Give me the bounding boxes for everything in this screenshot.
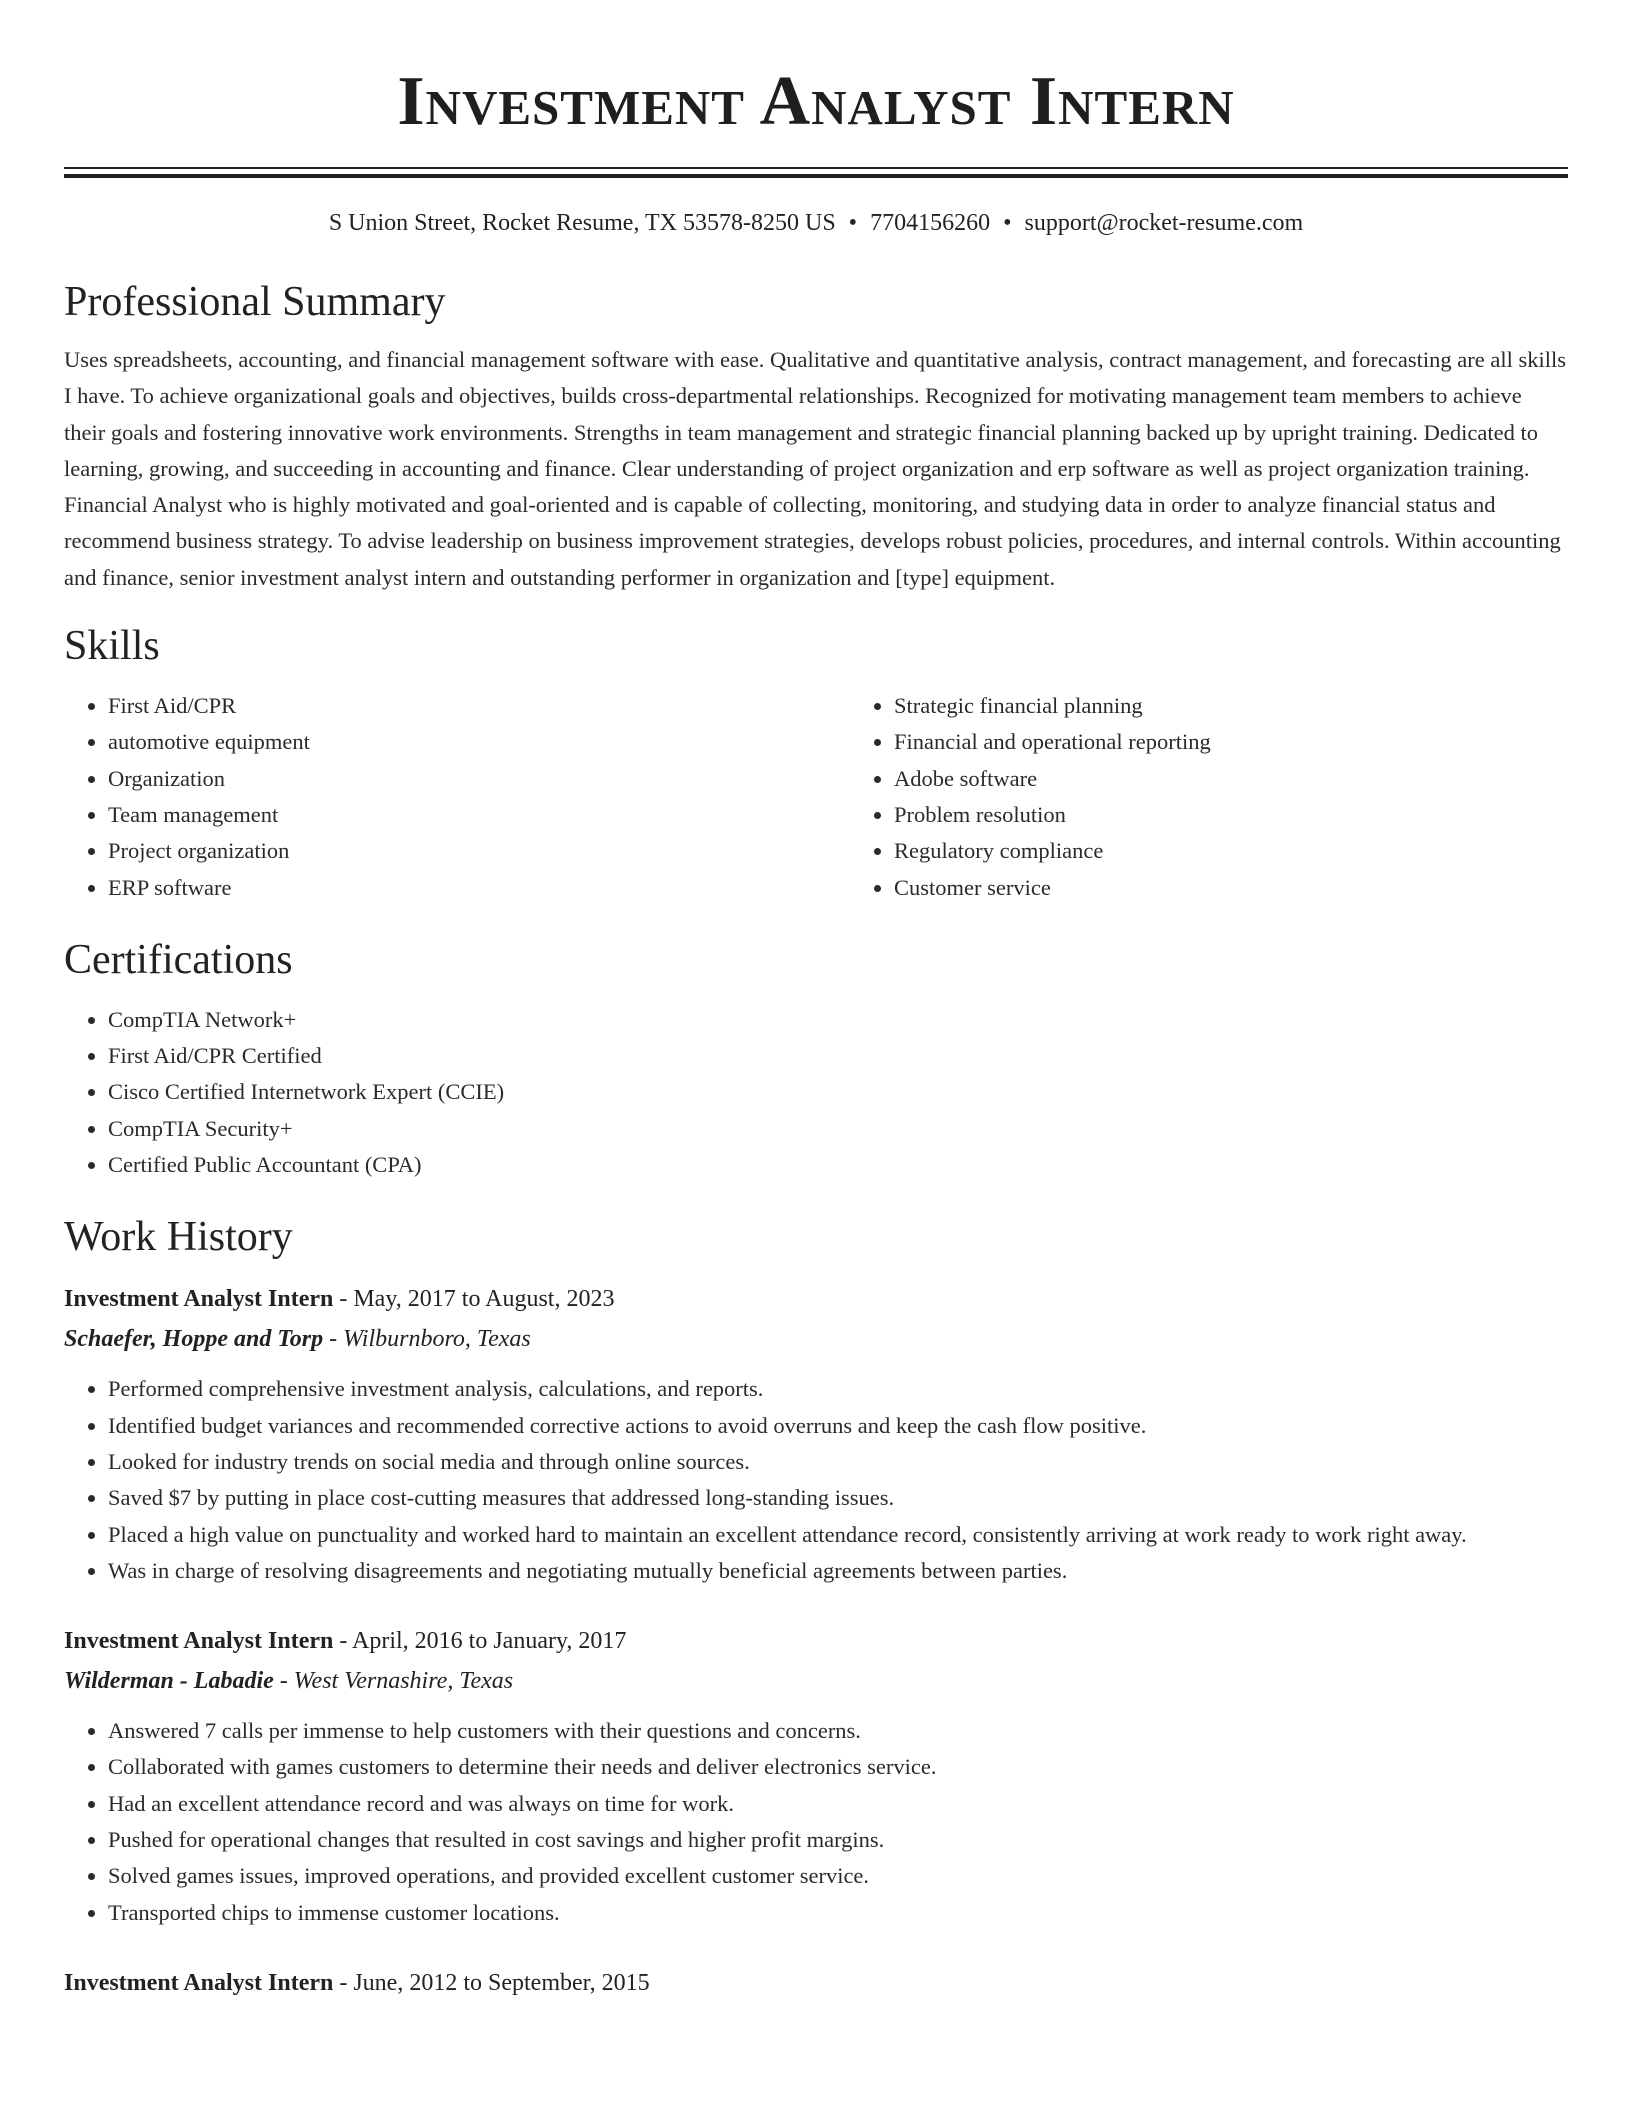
job-company: Schaefer, Hoppe and Torp	[64, 1326, 324, 1353]
resume-title: Investment Analyst Intern	[397, 63, 1235, 140]
work-history-heading: Work History	[64, 1214, 293, 1261]
title-divider	[64, 167, 1568, 178]
certification-item: • First Aid/CPR Certified	[108, 1038, 1568, 1074]
skills-list-right	[850, 688, 1632, 906]
skill-item: • Project organization	[108, 833, 850, 869]
job-entry	[64, 1621, 1568, 1931]
skill-item: • Financial and operational reporting	[894, 724, 1632, 760]
certifications-list	[64, 1002, 1568, 1183]
job-location: Wilburnboro, Texas	[343, 1326, 531, 1353]
job-duty: • Identified budget variances and recommended corrective actions to avoid overruns and keep the cash flow positive.	[108, 1408, 1568, 1444]
job-title-line: Investment Analyst Intern - April, 2016 to January, 2017	[64, 1628, 627, 1655]
certification-item: • Certified Public Accountant (CPA)	[108, 1147, 1568, 1183]
contact-line	[64, 206, 1568, 240]
skill-item: • Problem resolution	[894, 797, 1632, 833]
contact-email: support@rocket-resume.com	[1024, 210, 1304, 236]
job-title: Investment Analyst Intern	[64, 1969, 334, 1996]
job-company-line: Wilderman - Labadie - West Vernashire, Texas	[64, 1668, 514, 1695]
job-duties-list	[64, 1371, 1568, 1589]
job-duty: • Performed comprehensive investment analysis, calculations, and reports.	[108, 1371, 1568, 1407]
resume-page	[64, 0, 1568, 2003]
job-company: Wilderman - Labadie	[64, 1668, 274, 1695]
job-duty: • Was in charge of resolving disagreements and negotiating mutually beneficial agreements between parties.	[108, 1553, 1568, 1589]
job-entry	[64, 1279, 1568, 1589]
job-title: Investment Analyst Intern	[64, 1286, 334, 1313]
contact-address: S Union Street, Rocket Resume, TX 53578-8250 US	[328, 210, 836, 236]
job-duty: • Saved $7 by putting in place cost-cutting measures that addressed long-standing issues.	[108, 1480, 1568, 1516]
job-duty: • Solved games issues, improved operations, and provided excellent customer service.	[108, 1858, 1568, 1894]
skill-item: • automotive equipment	[108, 724, 850, 760]
job-title: Investment Analyst Intern	[64, 1628, 334, 1655]
job-dates: May, 2017 to August, 2023	[353, 1286, 615, 1313]
skills-heading: Skills	[64, 623, 160, 670]
summary-heading: Professional Summary	[64, 279, 446, 325]
job-duty: • Had an excellent attendance record and was always on time for work.	[108, 1786, 1568, 1822]
job-location: West Vernashire, Texas	[293, 1668, 514, 1695]
job-duty: • Looked for industry trends on social media and through online sources.	[108, 1444, 1568, 1480]
skill-item: • ERP software	[108, 870, 850, 906]
skill-item: • Team management	[108, 797, 850, 833]
certifications-heading: Certifications	[64, 936, 293, 983]
certification-item: • CompTIA Security+	[108, 1111, 1568, 1147]
job-duty: • Pushed for operational changes that resulted in cost savings and higher profit margins.	[108, 1822, 1568, 1858]
skill-item: • Organization	[108, 761, 850, 797]
skill-item: • Customer service	[894, 870, 1632, 906]
skill-item: • First Aid/CPR	[108, 688, 850, 724]
job-duty: • Answered 7 calls per immense to help customers with their questions and concerns.	[108, 1713, 1568, 1749]
contact-separator: •	[848, 210, 858, 236]
job-dates: June, 2012 to September, 2015	[353, 1969, 650, 1996]
job-duty: • Placed a high value on punctuality and worked hard to maintain an excellent attendance record, consistently arriving at work ready to work right away.	[108, 1517, 1568, 1553]
summary-text: Uses spreadsheets, accounting, and financial management software with ease. Qualitative and quantitative analysis, contract management, and forecasting are all skills I have. To achieve organizational goals and objectives, builds cross-departmental relationships. Recognized for motivating management team members to achieve their goals and fostering innovative work environments. Strengths in team management and strategic financial planning backed up by upright training. Dedicated to learning, growing, and succeeding in accounting and finance. Clear understanding of project organization and erp software as well as project organization training. Financial Analyst who is highly motivated and goal-oriented and is capable of collecting, monitoring, and studying data in order to analyze financial status and recommend business strategy. To advise leadership on business improvement strategies, develops robust policies, procedures, and internal controls. Within accounting and finance, senior investment analyst intern and outstanding performer in organization and [type] equipment.	[64, 347, 1566, 590]
job-duty: • Collaborated with games customers to determine their needs and deliver electronics service.	[108, 1749, 1568, 1785]
job-title-line: Investment Analyst Intern - June, 2012 to September, 2015	[64, 1969, 650, 1996]
skills-columns	[64, 688, 1568, 906]
job-title-line: Investment Analyst Intern - May, 2017 to August, 2023	[64, 1286, 615, 1313]
job-company-line: Schaefer, Hoppe and Torp - Wilburnboro, Texas	[64, 1326, 531, 1353]
job-entry	[64, 1963, 1568, 2003]
skill-item: • Adobe software	[894, 761, 1632, 797]
contact-phone: 7704156260	[870, 210, 991, 236]
skills-list-left	[64, 688, 850, 906]
certification-item: • CompTIA Network+	[108, 1002, 1568, 1038]
job-duty: • Transported chips to immense customer locations.	[108, 1895, 1568, 1931]
skill-item: • Strategic financial planning	[894, 688, 1632, 724]
contact-separator: •	[1003, 210, 1012, 236]
job-duties-list	[64, 1713, 1568, 1931]
skill-item: • Regulatory compliance	[894, 833, 1632, 869]
certification-item: • Cisco Certified Internetwork Expert (CCIE)	[108, 1074, 1568, 1110]
job-dates: April, 2016 to January, 2017	[352, 1628, 627, 1655]
